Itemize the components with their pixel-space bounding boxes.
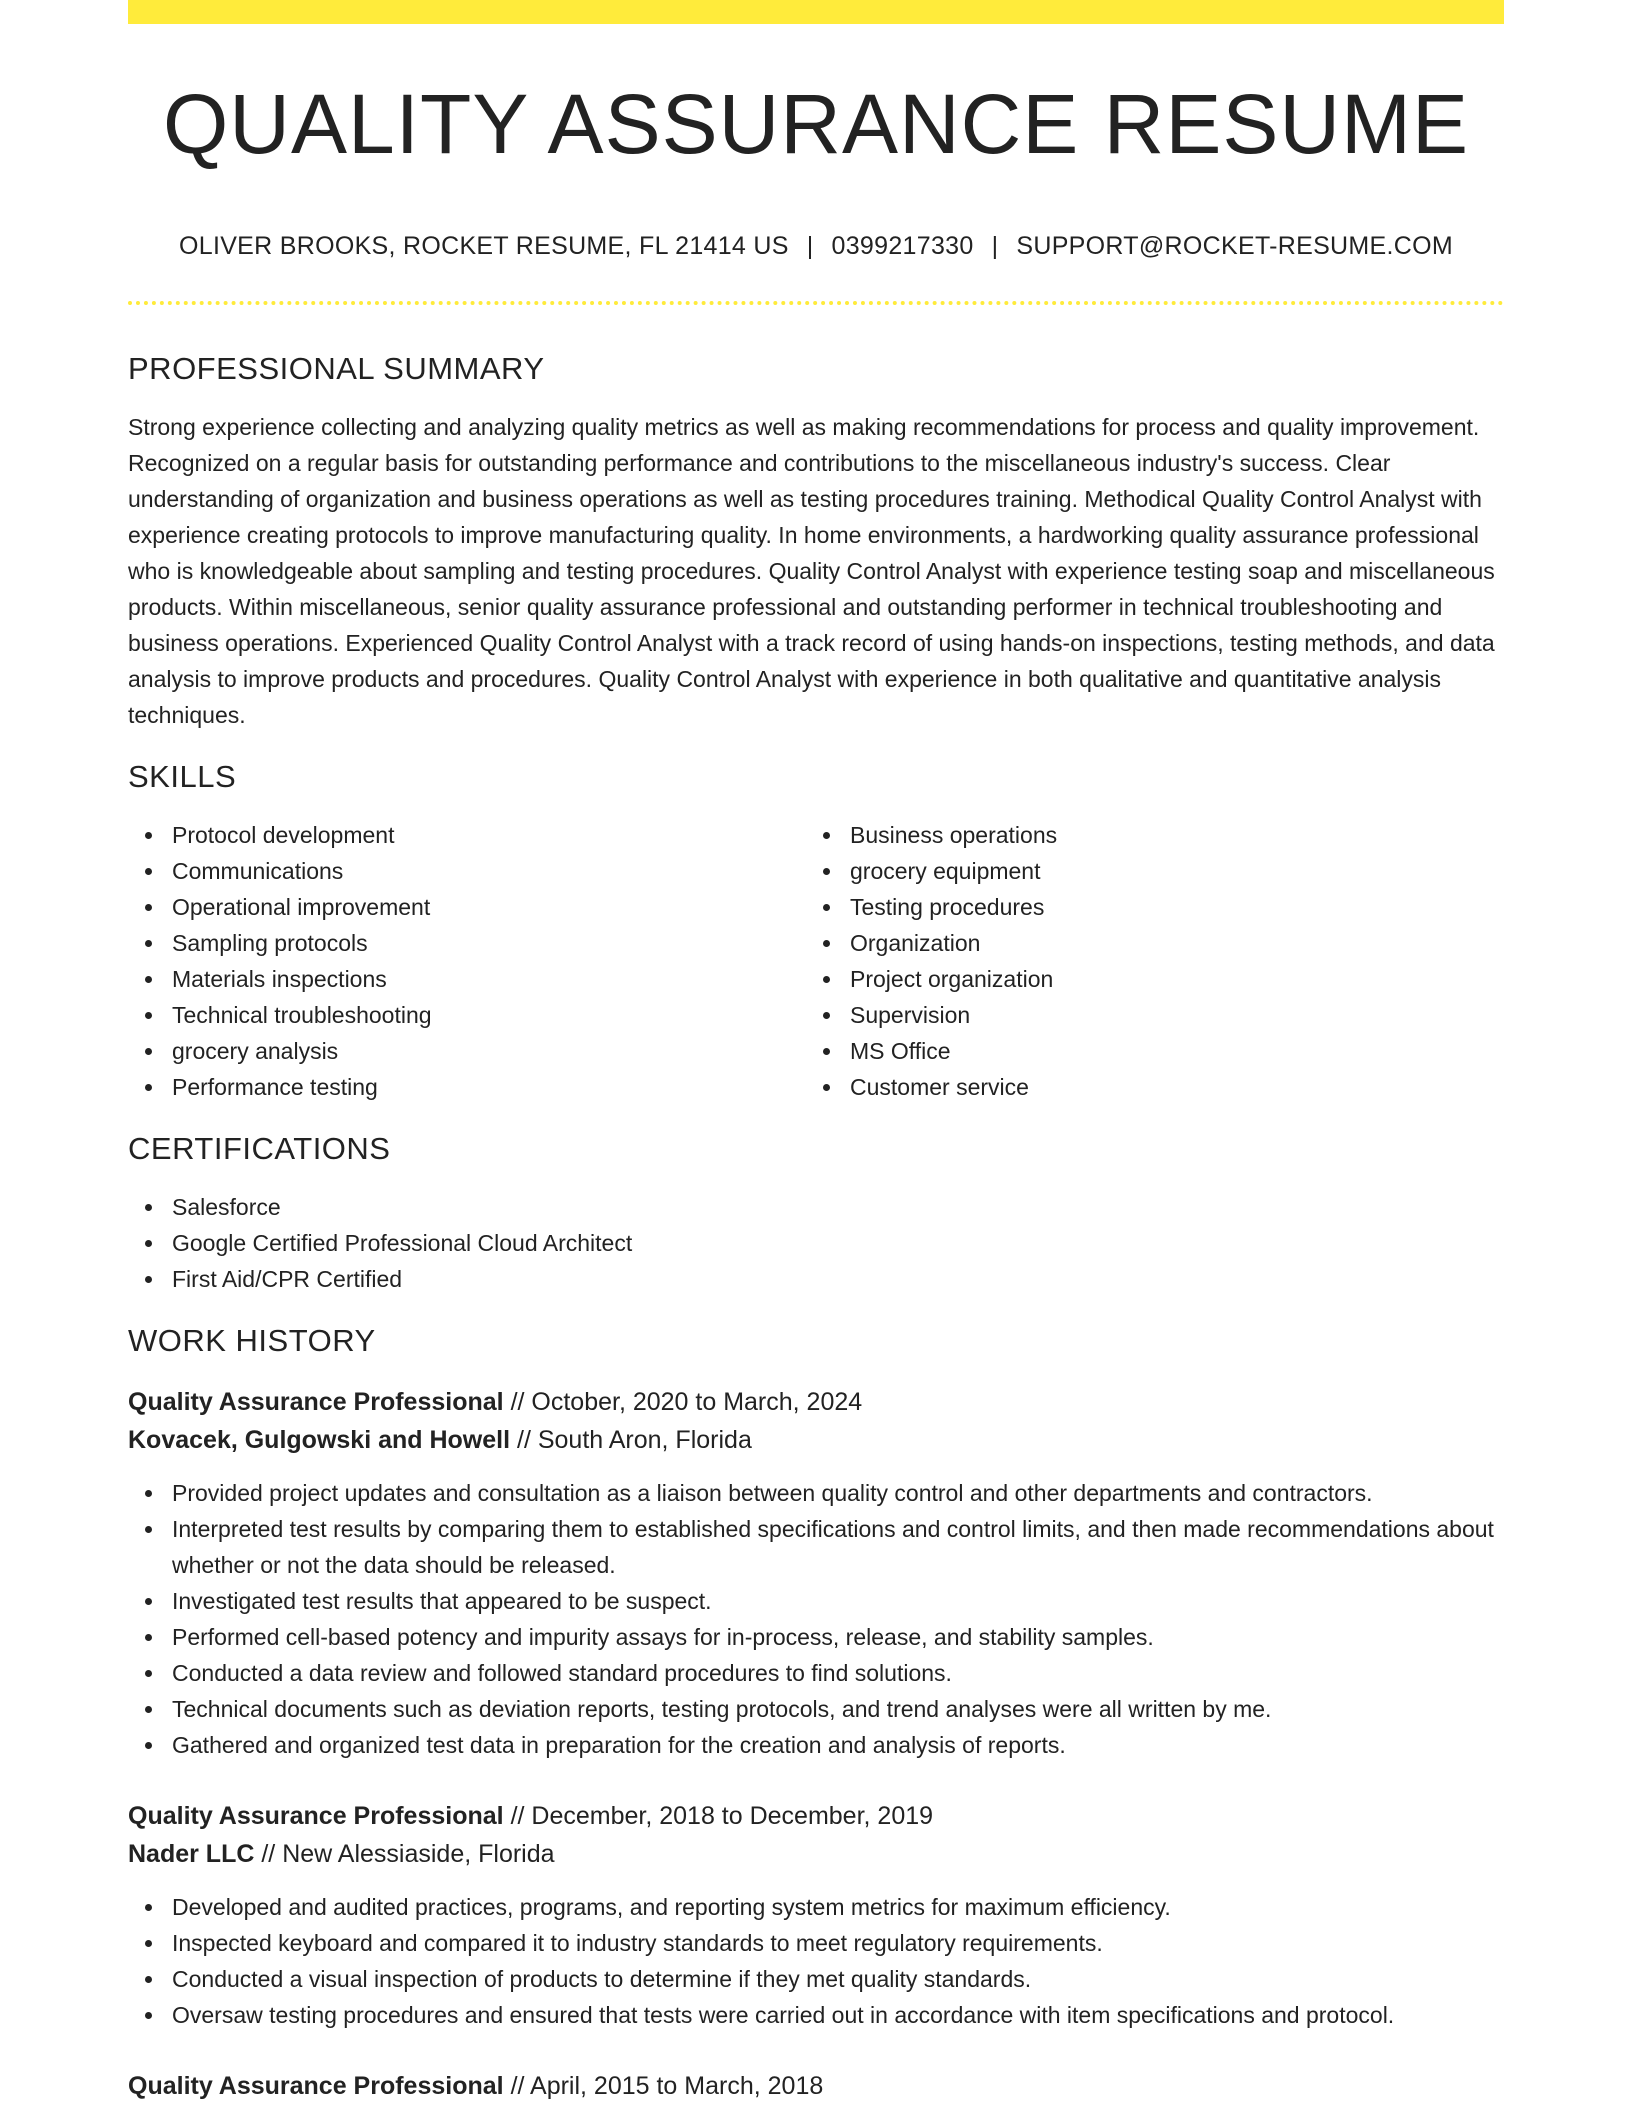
- job-title-line: [128, 1797, 1504, 1835]
- job-entry: [128, 1797, 1504, 2033]
- skill-item: Supervision: [806, 997, 1484, 1033]
- summary-text: Strong experience collecting and analyzing quality metrics as well as making recommendations for process and quality improvement. Recognized on a regular basis for outstanding performance and contributions to the miscellaneous industry's success. Clear understanding of organization and business operations as well as testing procedures training. Methodical Quality Control Analyst with experience creating protocols to improve manufacturing quality. In home environments, a hardworking quality assurance professional who is knowledgeable about sampling and testing procedures. Quality Control Analyst with experience testing soap and miscellaneous products. Within miscellaneous, senior quality assurance professional and outstanding performer in technical troubleshooting and business operations. Experienced Quality Control Analyst with a track record of using hands-on inspections, testing methods, and data analysis to improve products and procedures. Quality Control Analyst with experience in both qualitative and quantitative analysis techniques.: [128, 414, 1495, 728]
- skills-heading: SKILLS: [128, 759, 237, 794]
- contact-line: [128, 232, 1504, 261]
- contact-separator: |: [806, 232, 814, 260]
- job-title-line: [128, 2067, 1504, 2105]
- skill-item: Testing procedures: [806, 889, 1484, 925]
- skill-item: Technical troubleshooting: [128, 997, 806, 1033]
- resume-title: QUALITY ASSURANCE RESUME: [162, 77, 1470, 171]
- skill-item: grocery equipment: [806, 853, 1484, 889]
- resume-page: [128, 0, 1504, 2105]
- job-dates: // April, 2015 to March, 2018: [510, 2072, 824, 2100]
- job-title: Quality Assurance Professional: [128, 1388, 504, 1416]
- skills-columns: [128, 817, 1504, 1105]
- job-company-line: [128, 1835, 1504, 1873]
- job-company: Nader LLC: [128, 1840, 255, 1868]
- header-accent-bar: [128, 0, 1504, 24]
- skill-item: grocery analysis: [128, 1033, 806, 1069]
- contact-phone: 0399217330: [831, 232, 974, 260]
- job-company: Kovacek, Gulgowski and Howell: [128, 1426, 511, 1454]
- certifications-list: [128, 1189, 1504, 1297]
- skill-item: MS Office: [806, 1033, 1484, 1069]
- certifications-heading: CERTIFICATIONS: [128, 1131, 391, 1166]
- job-duty: Conducted a data review and followed standard procedures to find solutions.: [128, 1655, 1504, 1691]
- job-duties: [128, 1889, 1504, 2033]
- header-divider: [128, 301, 1504, 305]
- skill-item: Operational improvement: [128, 889, 806, 925]
- job-duties: [128, 1475, 1504, 1763]
- job-duty: Inspected keyboard and compared it to industry standards to meet regulatory requirements.: [128, 1925, 1504, 1961]
- job-entry: [128, 2067, 1504, 2105]
- skills-list-right: [806, 817, 1484, 1105]
- job-dates: // October, 2020 to March, 2024: [510, 1388, 863, 1416]
- summary-heading: PROFESSIONAL SUMMARY: [128, 351, 545, 386]
- job-title-line: [128, 1383, 1504, 1421]
- job-entry: [128, 1383, 1504, 1763]
- job-location: // New Alessiaside, Florida: [261, 1840, 555, 1868]
- skill-item: Protocol development: [128, 817, 806, 853]
- job-duty: Oversaw testing procedures and ensured that tests were carried out in accordance with item specifications and protocol.: [128, 1997, 1504, 2033]
- job-duty: Investigated test results that appeared to be suspect.: [128, 1583, 1504, 1619]
- job-title: Quality Assurance Professional: [128, 1802, 504, 1830]
- job-duty: Performed cell-based potency and impurity assays for in-process, release, and stability samples.: [128, 1619, 1504, 1655]
- contact-address: OLIVER BROOKS, ROCKET RESUME, FL 21414 US: [179, 232, 789, 260]
- skill-item: Communications: [128, 853, 806, 889]
- job-duty: Interpreted test results by comparing them to established specifications and control limits, and then made recommendations about whether or not the data should be released.: [128, 1511, 1504, 1583]
- skill-item: Sampling protocols: [128, 925, 806, 961]
- job-company-line: [128, 1421, 1504, 1459]
- job-duty: Technical documents such as deviation reports, testing protocols, and trend analyses were all written by me.: [128, 1691, 1504, 1727]
- contact-email: SUPPORT@ROCKET-RESUME.COM: [1016, 232, 1453, 260]
- skill-item: Business operations: [806, 817, 1484, 853]
- skill-item: Performance testing: [128, 1069, 806, 1105]
- certification-item: Salesforce: [128, 1189, 1504, 1225]
- job-duty: Conducted a visual inspection of products to determine if they met quality standards.: [128, 1961, 1504, 1997]
- skill-item: Materials inspections: [128, 961, 806, 997]
- job-duty: Provided project updates and consultation as a liaison between quality control and other departments and contractors.: [128, 1475, 1504, 1511]
- certification-item: Google Certified Professional Cloud Architect: [128, 1225, 1504, 1261]
- job-dates: // December, 2018 to December, 2019: [510, 1802, 934, 1830]
- skill-item: Customer service: [806, 1069, 1484, 1105]
- job-duty: Gathered and organized test data in preparation for the creation and analysis of reports.: [128, 1727, 1504, 1763]
- job-title: Quality Assurance Professional: [128, 2072, 504, 2100]
- work-history-heading: WORK HISTORY: [128, 1323, 376, 1358]
- job-duty: Developed and audited practices, programs, and reporting system metrics for maximum efficiency.: [128, 1889, 1504, 1925]
- job-location: // South Aron, Florida: [517, 1426, 752, 1454]
- skill-item: Project organization: [806, 961, 1484, 997]
- skills-list-left: [128, 817, 806, 1105]
- skill-item: Organization: [806, 925, 1484, 961]
- certification-item: First Aid/CPR Certified: [128, 1261, 1504, 1297]
- contact-separator: |: [991, 232, 999, 260]
